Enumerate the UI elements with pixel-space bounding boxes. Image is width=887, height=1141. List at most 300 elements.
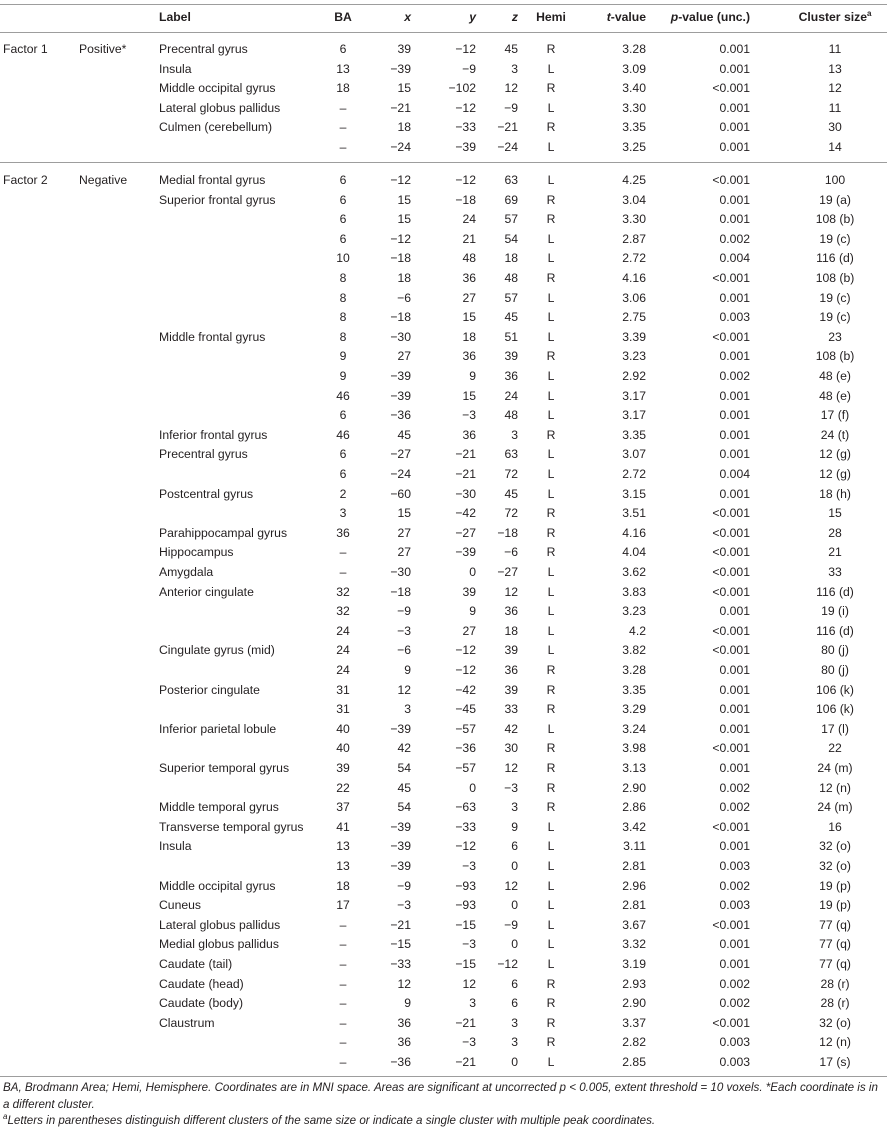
table-bottom-rule (0, 1076, 887, 1077)
x-cell: −60 (390, 486, 411, 501)
x-cell: 27 (397, 545, 411, 560)
table-row (0, 700, 887, 720)
label-cell: Medial frontal gyrus (159, 173, 266, 187)
hemi-cell: R (546, 42, 556, 56)
t-value-cell: 3.28 (622, 42, 646, 56)
ba-cell: 22 (336, 780, 350, 795)
t-value-cell: 3.35 (622, 120, 646, 135)
label-cell: Cingulate gyrus (mid) (159, 643, 275, 658)
cluster-size-cell: 19 (p) (819, 878, 851, 893)
y-cell: 18 (462, 329, 476, 344)
t-value-cell: 3.15 (622, 486, 646, 501)
header-x: x (404, 10, 411, 24)
table-row (0, 720, 887, 740)
y-cell: −12 (455, 643, 476, 658)
cluster-size-cell: 12 (828, 81, 842, 96)
x-cell: −39 (390, 839, 411, 854)
p-value-cell: <0.001 (712, 819, 750, 834)
hemi-cell: L (547, 584, 555, 599)
y-cell: −45 (455, 702, 476, 717)
table-row (0, 739, 887, 759)
t-value-cell: 3.11 (623, 839, 646, 854)
cluster-size-cell: 116 (d) (816, 251, 854, 266)
y-cell: 36 (462, 349, 476, 364)
x-cell: 39 (397, 42, 411, 56)
table-row (0, 40, 887, 60)
hemi-cell: L (547, 486, 555, 501)
hemi-cell: R (546, 702, 556, 717)
p-value-cell: 0.001 (719, 290, 750, 305)
t-value-cell: 2.90 (622, 996, 646, 1011)
z-cell: −21 (497, 120, 518, 135)
y-cell: −93 (455, 878, 476, 893)
y-cell: 27 (462, 290, 476, 305)
cluster-size-cell: 12 (g) (819, 467, 851, 481)
z-cell: 45 (504, 310, 518, 325)
ba-cell: – (339, 957, 347, 971)
hemi-cell: R (546, 976, 556, 991)
ba-cell: 6 (339, 231, 347, 246)
y-cell: −15 (455, 957, 476, 971)
x-cell: 12 (397, 682, 411, 697)
p-value-cell: 0.001 (719, 721, 750, 736)
x-cell: −39 (390, 388, 411, 403)
ba-cell: 6 (339, 467, 347, 481)
cluster-size-cell: 28 (r) (820, 996, 850, 1011)
table-row (0, 60, 887, 80)
cluster-size-cell: 17 (s) (819, 1055, 851, 1069)
x-cell: 36 (397, 1015, 411, 1030)
y-cell: −36 (455, 741, 476, 756)
hemi-cell: L (547, 917, 555, 932)
table-row (0, 99, 887, 119)
t-value-cell: 3.17 (622, 388, 646, 403)
table-footnotes (3, 1080, 883, 1130)
hemi-cell: L (547, 173, 555, 187)
t-value-cell: 2.92 (622, 369, 646, 383)
x-cell: 15 (397, 81, 411, 96)
table-row (0, 328, 887, 348)
x-cell: −12 (390, 173, 411, 187)
header-cluster-size: Cluster size$^a$ (798, 8, 872, 24)
p-value-cell: 0.003 (719, 898, 750, 913)
x-cell: −18 (390, 310, 411, 325)
t-value-cell: 3.30 (622, 212, 646, 227)
t-value-cell: 2.85 (622, 1055, 646, 1069)
ba-cell: 24 (336, 643, 350, 658)
cluster-size-cell: 77 (q) (819, 937, 851, 952)
hemi-cell: L (547, 623, 555, 638)
table-row (0, 818, 887, 838)
t-value-cell: 2.72 (622, 467, 646, 481)
z-cell: 3 (511, 1035, 518, 1050)
y-cell: −12 (455, 100, 476, 115)
x-cell: −9 (397, 878, 411, 893)
ba-cell: 39 (336, 761, 350, 775)
z-cell: 12 (504, 761, 518, 775)
label-cell: Insula (159, 839, 192, 854)
p-value-cell: <0.001 (712, 584, 750, 599)
hemi-cell: L (547, 369, 555, 383)
p-value-cell: 0.002 (719, 878, 750, 893)
z-cell: 24 (504, 388, 518, 403)
ba-cell: 46 (336, 427, 350, 442)
t-value-cell: 3.35 (622, 427, 646, 442)
ba-cell: 13 (336, 859, 350, 873)
table-row (0, 118, 887, 138)
z-cell: 12 (504, 584, 518, 599)
y-cell: −15 (455, 917, 476, 932)
hemi-cell: R (546, 212, 556, 227)
label-cell: Amygdala (159, 565, 214, 579)
factor-cell: Factor 1 (3, 42, 48, 56)
hemi-cell: L (547, 447, 555, 462)
table-row (0, 602, 887, 622)
z-cell: 69 (504, 192, 518, 207)
y-cell: −9 (462, 61, 476, 76)
hemi-cell: L (547, 251, 555, 266)
t-value-cell: 3.30 (622, 100, 646, 115)
hemi-cell: R (546, 192, 556, 207)
cluster-size-cell: 19 (c) (819, 290, 851, 305)
t-value-cell: 3.39 (622, 329, 646, 344)
t-value-cell: 3.62 (622, 565, 646, 579)
y-cell: 36 (462, 427, 476, 442)
z-cell: 51 (504, 329, 518, 344)
z-cell: 6 (511, 976, 518, 991)
label-cell: Transverse temporal gyrus (159, 819, 304, 834)
t-value-cell: 3.42 (622, 819, 646, 834)
y-cell: 48 (462, 251, 476, 266)
ba-cell: – (339, 917, 347, 932)
t-value-cell: 3.37 (622, 1015, 646, 1030)
hemi-cell: L (547, 100, 555, 115)
label-cell: Posterior cingulate (159, 682, 260, 697)
header-hemi: Hemi (536, 10, 566, 24)
table-row (0, 1033, 887, 1053)
x-cell: −39 (390, 859, 411, 873)
y-cell: −3 (462, 937, 476, 952)
t-value-cell: 3.04 (622, 192, 646, 207)
label-cell: Lateral globus pallidus (159, 100, 281, 115)
table-row (0, 504, 887, 524)
table-row (0, 79, 887, 99)
x-cell: 9 (404, 663, 411, 677)
p-value-cell: 0.001 (719, 839, 750, 854)
y-cell: −33 (455, 120, 476, 135)
cluster-size-cell: 17 (l) (821, 721, 849, 736)
x-cell: −6 (397, 643, 411, 658)
p-value-cell: 0.001 (719, 702, 750, 717)
p-value-cell: 0.002 (719, 976, 750, 991)
ba-cell: 24 (336, 663, 350, 677)
cluster-size-cell: 14 (828, 140, 842, 154)
t-value-cell: 2.86 (622, 800, 646, 815)
y-cell: −42 (455, 682, 476, 697)
y-cell: −21 (455, 1055, 476, 1069)
hemi-cell: R (546, 663, 556, 677)
y-cell: 9 (469, 604, 476, 619)
label-cell: Superior temporal gyrus (159, 761, 290, 775)
x-cell: 27 (397, 349, 411, 364)
y-cell: 36 (462, 271, 476, 285)
hemi-cell: R (546, 525, 556, 540)
x-cell: −21 (390, 917, 411, 932)
x-cell: −30 (390, 329, 411, 344)
y-cell: 21 (462, 231, 476, 246)
x-cell: 3 (404, 702, 411, 717)
x-cell: −24 (390, 140, 411, 154)
z-cell: 6 (511, 996, 518, 1011)
y-cell: −33 (455, 819, 476, 834)
z-cell: 57 (504, 290, 518, 305)
z-cell: 42 (504, 721, 518, 736)
z-cell: −24 (497, 140, 518, 154)
p-value-cell: <0.001 (712, 741, 750, 756)
y-cell: −12 (455, 839, 476, 854)
ba-cell: – (339, 565, 347, 579)
t-value-cell: 2.75 (622, 310, 646, 325)
y-cell: −39 (455, 545, 476, 560)
t-value-cell: 2.90 (622, 780, 646, 795)
x-cell: −39 (390, 819, 411, 834)
p-value-cell: <0.001 (712, 81, 750, 96)
p-value-cell: 0.001 (719, 408, 750, 423)
x-cell: −33 (390, 957, 411, 971)
table-row (0, 269, 887, 289)
p-value-cell: 0.002 (719, 800, 750, 815)
ba-cell: – (339, 1035, 347, 1050)
ba-cell: – (339, 976, 347, 991)
cluster-size-cell: 106 (k) (816, 682, 854, 697)
header-t-value: t-value (606, 10, 646, 24)
y-cell: −57 (455, 721, 476, 736)
t-value-cell: 3.29 (622, 702, 646, 717)
p-value-cell: 0.001 (719, 427, 750, 442)
p-value-cell: 0.004 (719, 251, 750, 266)
hemi-cell: L (547, 329, 555, 344)
t-value-cell: 3.83 (622, 584, 646, 599)
ba-cell: 31 (336, 682, 350, 697)
p-value-cell: 0.002 (719, 780, 750, 795)
hemi-cell: R (546, 800, 556, 815)
p-value-cell: 0.001 (719, 663, 750, 677)
z-cell: 45 (504, 42, 518, 56)
p-value-cell: 0.001 (719, 100, 750, 115)
cluster-size-cell: 15 (828, 506, 842, 521)
t-value-cell: 4.16 (622, 271, 646, 285)
label-cell: Medial globus pallidus (159, 937, 279, 952)
t-value-cell: 3.07 (622, 447, 646, 462)
table-row (0, 975, 887, 995)
p-value-cell: 0.001 (719, 349, 750, 364)
table-row (0, 955, 887, 975)
table-header-row (0, 8, 887, 28)
z-cell: 57 (504, 212, 518, 227)
z-cell: 36 (504, 604, 518, 619)
cluster-size-cell: 19 (i) (821, 604, 849, 619)
cluster-size-cell: 100 (824, 173, 846, 187)
x-cell: 54 (397, 800, 411, 815)
table-row (0, 857, 887, 877)
p-value-cell: <0.001 (712, 545, 750, 560)
t-value-cell: 2.93 (622, 976, 646, 991)
cluster-size-cell: 32 (o) (819, 859, 851, 873)
x-cell: −27 (390, 447, 411, 462)
cluster-size-cell: 21 (828, 545, 842, 560)
t-value-cell: 2.82 (622, 1035, 646, 1050)
z-cell: 63 (504, 173, 518, 187)
table-row (0, 406, 887, 426)
z-cell: 39 (504, 643, 518, 658)
ba-cell: 9 (339, 349, 347, 364)
t-value-cell: 2.72 (622, 251, 646, 266)
t-value-cell: 4.04 (622, 545, 646, 560)
cluster-size-cell: 80 (j) (821, 643, 849, 658)
hemi-cell: R (546, 545, 556, 560)
label-cell: Insula (159, 61, 192, 76)
hemi-cell: L (547, 388, 555, 403)
z-cell: −18 (497, 525, 518, 540)
hemi-cell: L (547, 859, 555, 873)
cluster-size-cell: 106 (k) (816, 702, 854, 717)
z-cell: 0 (511, 1055, 518, 1069)
ba-cell: 13 (336, 839, 350, 854)
cluster-size-cell: 16 (828, 819, 842, 834)
z-cell: −12 (497, 957, 518, 971)
ba-cell: 6 (339, 192, 347, 207)
hemi-cell: L (547, 231, 555, 246)
t-value-cell: 4.16 (622, 525, 646, 540)
p-value-cell: 0.001 (719, 212, 750, 227)
t-value-cell: 3.17 (622, 408, 646, 423)
p-value-cell: <0.001 (712, 917, 750, 932)
label-cell: Caudate (body) (159, 996, 244, 1011)
y-cell: −102 (448, 81, 476, 96)
y-cell: −57 (455, 761, 476, 775)
ba-cell: 41 (336, 819, 350, 834)
table-row (0, 759, 887, 779)
ba-cell: 8 (339, 271, 347, 285)
p-value-cell: 0.002 (719, 996, 750, 1011)
y-cell: −21 (455, 1015, 476, 1030)
p-value-cell: <0.001 (712, 173, 750, 187)
cluster-size-cell: 18 (h) (819, 486, 851, 501)
z-cell: 63 (504, 447, 518, 462)
p-value-cell: 0.001 (719, 957, 750, 971)
y-cell: 15 (462, 388, 476, 403)
z-cell: −3 (504, 780, 518, 795)
x-cell: 15 (397, 506, 411, 521)
hemi-cell: R (546, 780, 556, 795)
label-cell: Inferior parietal lobule (159, 721, 277, 736)
hemi-cell: R (546, 271, 556, 285)
y-cell: −30 (455, 486, 476, 501)
table-row (0, 249, 887, 269)
t-value-cell: 3.23 (622, 604, 646, 619)
x-cell: −24 (390, 467, 411, 481)
x-cell: −36 (390, 408, 411, 423)
ba-cell: 3 (339, 506, 347, 521)
header-y: y (469, 10, 476, 24)
table-row (0, 681, 887, 701)
t-value-cell: 3.24 (622, 721, 646, 736)
cluster-size-cell: 13 (828, 61, 842, 76)
x-cell: 15 (397, 212, 411, 227)
label-cell: Middle occipital gyrus (159, 878, 276, 893)
hemi-cell: R (546, 427, 556, 442)
cluster-size-cell: 77 (q) (819, 917, 851, 932)
cluster-size-cell: 80 (j) (821, 663, 849, 677)
y-cell: −3 (462, 1035, 476, 1050)
t-value-cell: 3.35 (622, 682, 646, 697)
x-cell: 18 (397, 120, 411, 135)
ba-cell: 24 (336, 623, 350, 638)
y-cell: −18 (455, 192, 476, 207)
table-row (0, 877, 887, 897)
y-cell: 0 (469, 565, 476, 579)
header-z: z (511, 10, 518, 24)
label-cell: Postcentral gyrus (159, 486, 254, 501)
y-cell: −3 (462, 408, 476, 423)
table-top-rule (0, 4, 887, 5)
x-cell: −18 (390, 584, 411, 599)
t-value-cell: 3.98 (622, 741, 646, 756)
y-cell: 9 (469, 369, 476, 383)
hemi-cell: L (547, 643, 555, 658)
hemi-cell: L (547, 408, 555, 423)
z-cell: 39 (504, 682, 518, 697)
y-cell: −39 (455, 140, 476, 154)
p-value-cell: 0.003 (719, 859, 750, 873)
x-cell: 42 (397, 741, 411, 756)
table-row (0, 622, 887, 642)
header-rule (0, 32, 887, 33)
cluster-size-cell: 12 (n) (819, 1035, 851, 1050)
x-cell: 12 (397, 976, 411, 991)
table-row (0, 994, 887, 1014)
table-row (0, 779, 887, 799)
z-cell: −27 (497, 565, 518, 579)
hemi-cell: R (546, 682, 556, 697)
table-row (0, 347, 887, 367)
hemi-cell: L (547, 898, 555, 913)
ba-cell: 6 (339, 212, 347, 227)
header-p-value: p-value (unc.) (670, 10, 750, 24)
ba-cell: 40 (336, 741, 350, 756)
label-cell: Inferior frontal gyrus (159, 427, 268, 442)
table-row (0, 138, 887, 158)
p-value-cell: 0.004 (719, 467, 750, 481)
hemi-cell: L (547, 61, 555, 76)
y-cell: −42 (455, 506, 476, 521)
y-cell: 15 (462, 310, 476, 325)
hemi-cell: R (546, 1035, 556, 1050)
t-value-cell: 3.51 (622, 506, 646, 521)
table-row (0, 387, 887, 407)
cluster-size-cell: 23 (828, 329, 842, 344)
x-cell: −3 (397, 623, 411, 638)
ba-cell: 36 (336, 525, 350, 540)
t-value-cell: 3.19 (622, 957, 646, 971)
x-cell: −3 (397, 898, 411, 913)
z-cell: 48 (504, 408, 518, 423)
x-cell: −18 (390, 251, 411, 266)
label-cell: Middle occipital gyrus (159, 81, 276, 96)
ba-cell: 13 (336, 61, 350, 76)
p-value-cell: 0.001 (719, 937, 750, 952)
x-cell: −39 (390, 61, 411, 76)
